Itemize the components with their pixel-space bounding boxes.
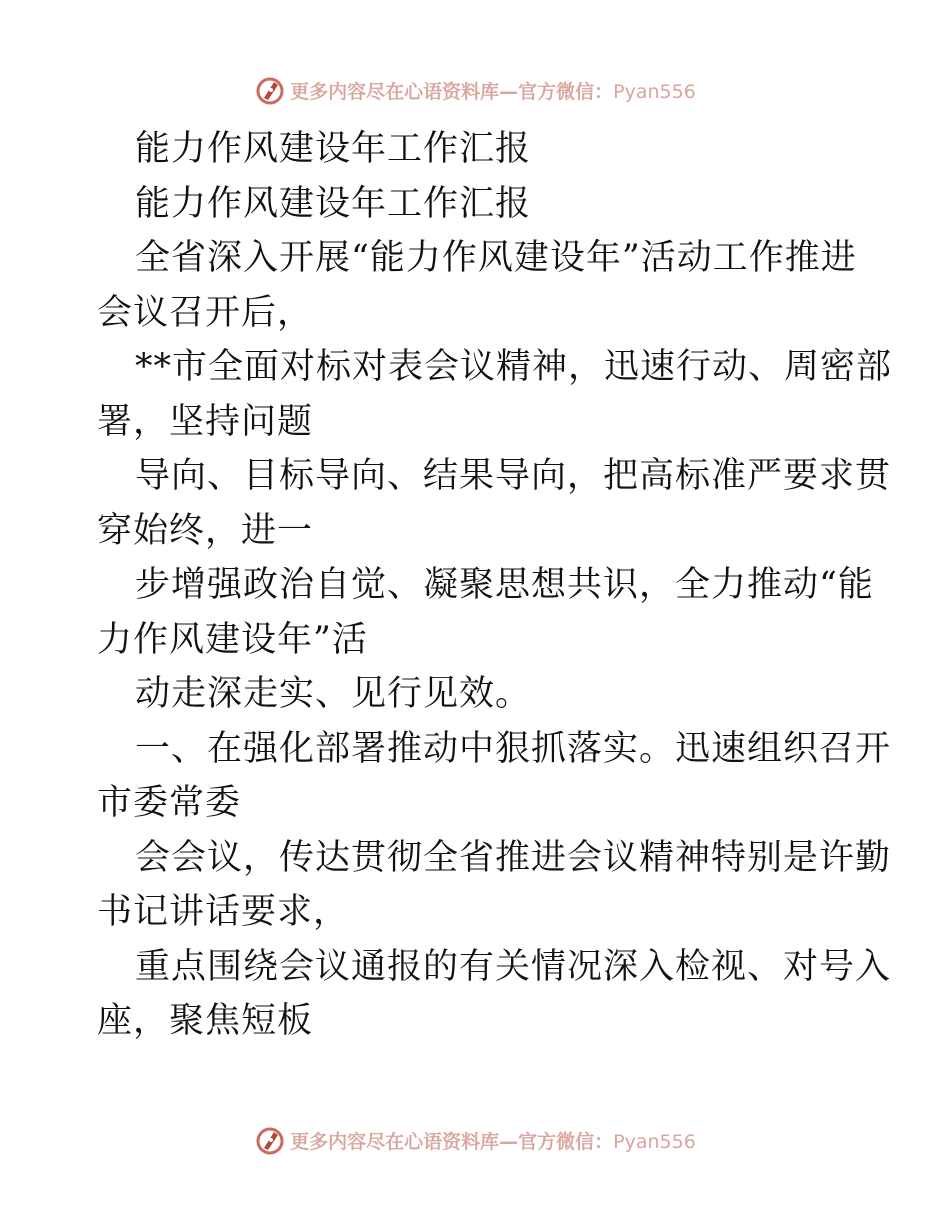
paragraph-line: 重点围绕会议通报的有关情况深入检视、对号入	[135, 946, 892, 987]
paragraph-line: **市全面对标对表会议精神，迅速行动、周密部	[135, 347, 893, 387]
paragraph-line: 步增强政治自觉、凝聚思想共识，全力推动“能	[135, 565, 874, 605]
paragraph-line: 动走深走实、见行见效。	[135, 674, 532, 714]
footer-banner	[0, 1122, 950, 1158]
doc-title: 能力作风建设年工作汇报	[135, 129, 532, 169]
paragraph-line: 座，聚焦短板	[97, 1001, 314, 1041]
header-banner-text: 更多内容尽在心语资料库—官方微信：Pyan556	[290, 80, 696, 103]
doc-subtitle: 能力作风建设年工作汇报	[135, 183, 532, 224]
pen-nib-circle-icon	[254, 1124, 286, 1156]
document-body	[97, 122, 893, 1049]
paragraph-line: 市委常委	[97, 783, 242, 823]
paragraph-line: 力作风建设年”活	[97, 619, 368, 660]
paragraph-line: 会会议，传达贯彻全省推进会议精神特别是许勤	[135, 837, 892, 878]
footer-wechat-account: Pyan556	[613, 1130, 696, 1153]
paragraph-line: 穿始终，进一	[97, 510, 314, 551]
footer-banner-text: 更多内容尽在心语资料库—官方微信：Pyan556	[290, 1130, 696, 1153]
header-wechat-account: Pyan556	[613, 80, 696, 103]
paragraph-line: 导向、目标导向、结果导向，把高标准严要求贯	[135, 456, 892, 496]
paragraph-line: 书记讲话要求，	[97, 892, 350, 932]
paragraph-line: 会议召开后，	[97, 292, 314, 333]
paragraph-line: 署，坚持问题	[97, 401, 314, 442]
pen-nib-circle-icon	[254, 74, 286, 106]
paragraph-line: 全省深入开展“能力作风建设年”活动工作推进	[135, 238, 857, 278]
header-banner	[0, 72, 950, 108]
section-heading-line: 一、在强化部署推动中狠抓落实。迅速组织召开	[135, 728, 892, 769]
